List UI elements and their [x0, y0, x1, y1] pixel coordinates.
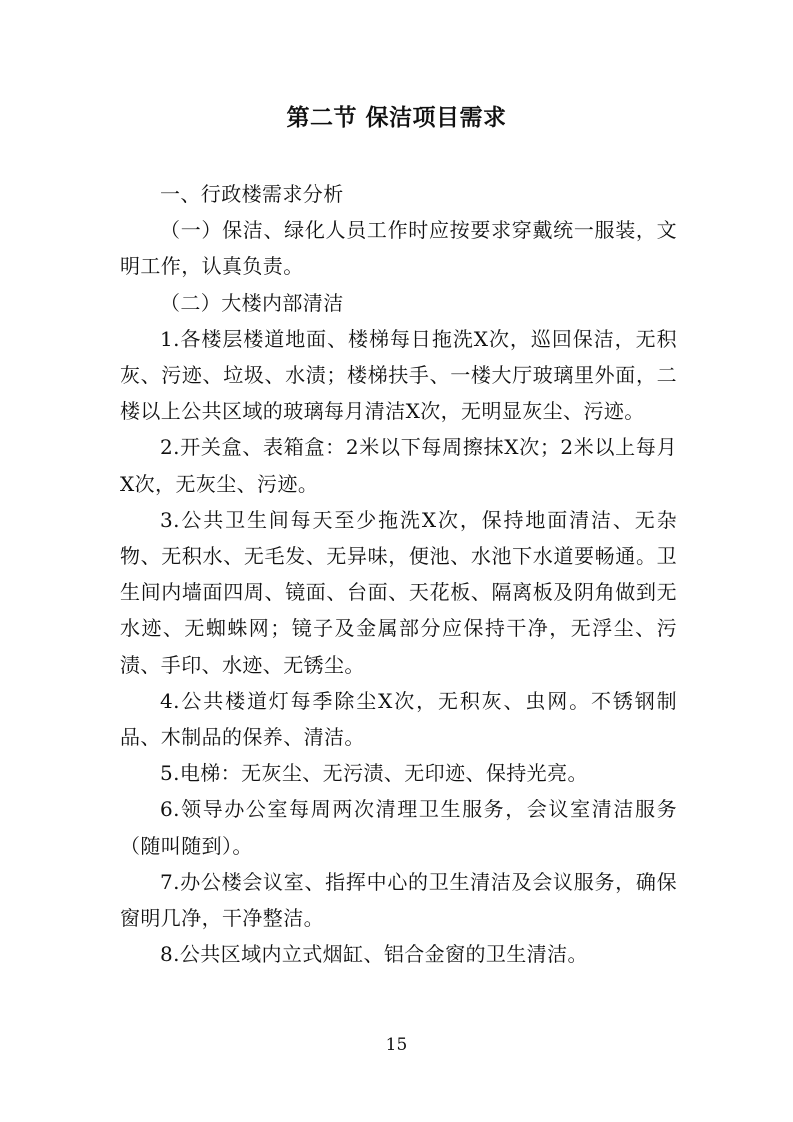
list-item: 7.办公楼会议室、指挥中心的卫生清洁及会议服务，确保窗明几净，干净整洁。: [120, 869, 677, 931]
list-item: 4.公共楼道灯每季除尘X次，无积灰、虫网。不锈钢制品、木制品的保养、清洁。: [120, 688, 677, 750]
page-number: 15: [385, 1035, 408, 1055]
list-item: 2.开关盒、表箱盒：2米以下每周擦抹X次；2米以上每月X次，无灰尘、污迹。: [120, 435, 677, 496]
page-title: 第二节 保洁项目需求: [286, 104, 507, 131]
list-item: 1.各楼层楼道地面、楼梯每日拖洗X次，巡回保洁，无积灰、污迹、垃圾、水渍；楼梯扶手、一楼大厅玻璃里外面，二楼以上公共区域的玻璃每月清洁X次，无明显灰尘、污迹。: [120, 326, 677, 424]
list-item: 8.公共区域内立式烟缸、铝合金窗的卫生清洁。: [160, 942, 588, 967]
list-item: 6.领导办公室每周两次清理卫生服务，会议室清洁服务（随叫随到）。: [120, 797, 677, 858]
subsection-heading: （二）大楼内部清洁: [160, 290, 344, 315]
section-heading: 一、行政楼需求分析: [160, 182, 344, 206]
paragraph: （一）保洁、绿化人员工作时应按要求穿戴统一服装，文明工作，认真负责。: [120, 218, 677, 279]
list-item: 3.公共卫生间每天至少拖洗X次，保持地面清洁、无杂物、无积水、无毛发、无异味，便池、水池下水道要畅通。卫生间内墙面四周、镜面、台面、天花板、隔离板及阴角做到无水迹、无蜘蛛网；镜子及金属部分应保持干净，无浮尘、污渍、手印、水迹、无锈尘。: [120, 507, 677, 677]
document-body: [120, 176, 677, 972]
list-item: 5.电梯：无灰尘、无污渍、无印迹、保持光亮。: [160, 761, 588, 786]
